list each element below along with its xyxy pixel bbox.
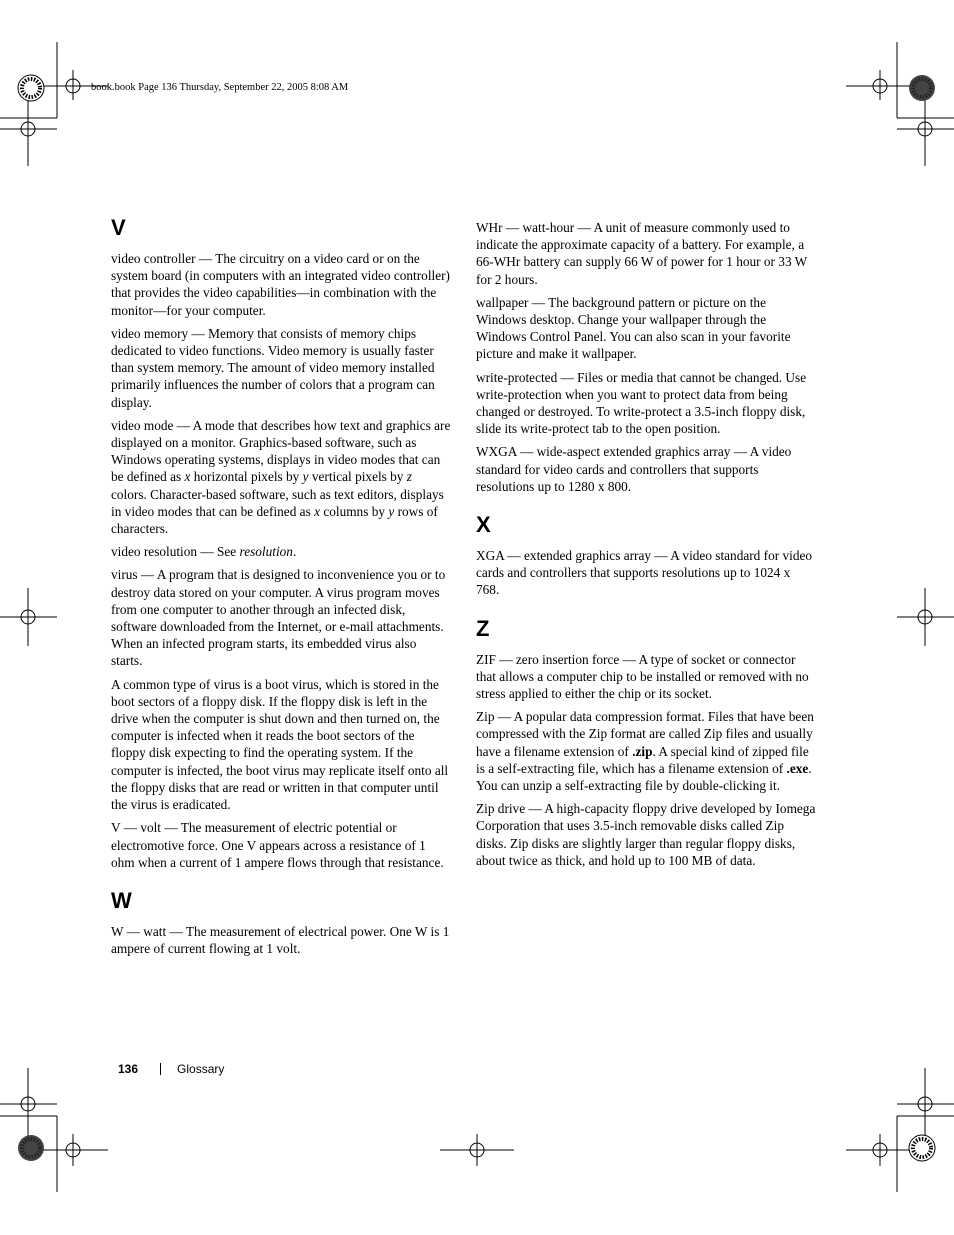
- entry-virus-continued: A common type of virus is a boot virus, which is stored in the boot sectors of a floppy disk. If the floppy disk is left in the drive when the computer is shut down and then turned on, the computer is infected when it reads the boot sectors of the floppy disk expecting to find the operating system. If the computer is infected, the boot virus may replicate itself onto all the floppy disks that are read or written in that computer until the virus is eradicated.: [111, 676, 449, 813]
- term: ZIF: [476, 651, 496, 667]
- entry-whr: [476, 219, 816, 288]
- term: Zip drive: [476, 801, 526, 817]
- term: wallpaper: [476, 294, 529, 310]
- entry-video-memory: [111, 325, 451, 411]
- page-number: 136: [118, 1062, 139, 1076]
- term: virus: [111, 567, 138, 583]
- definition: .: [292, 544, 297, 560]
- definition: vertical pixels by: [308, 469, 407, 485]
- entry-v: [111, 819, 451, 871]
- entry-zip-drive: [476, 800, 816, 869]
- left-column: [111, 216, 451, 963]
- section-letter-z: Z: [476, 615, 490, 641]
- footer-separator: [160, 1063, 161, 1075]
- entry-xga: [476, 547, 816, 599]
- term: video memory: [111, 325, 189, 341]
- definition: — watt-hour — A unit of measure commonly used to indicate the approximate capacity of a battery. For example, a 66-WHr battery can supply 66 W of power for 1 hour or 33 W for 2 hours.: [476, 220, 807, 287]
- file-extension: .zip: [632, 743, 653, 759]
- entry-video-resolution: [111, 543, 451, 560]
- definition: . A special kind of zipped file is a self-extracting file, which has a filename extension of: [476, 743, 809, 776]
- entry-zip: [476, 708, 816, 794]
- definition: — watt — The measurement of electrical power. One W is 1 ampere of current flowing at 1 volt.: [111, 923, 450, 957]
- term: video resolution: [111, 544, 198, 560]
- print-header: book.book Page 136 Thursday, September 22, 2005 8:08 AM: [91, 82, 349, 93]
- entry-write-protected: [476, 369, 816, 438]
- section-letter-x: X: [476, 512, 491, 538]
- definition: — wide-aspect extended graphics array — A video standard for video cards and controllers that supports resolutions up to 1280 x 800.: [476, 444, 792, 494]
- definition: — volt — The measurement of electric potential or electromotive force. One V appears across a resistance of 1 ohm when a current of 1 ampere flows through that resistance.: [111, 820, 444, 870]
- definition: — A popular data compression format. Files that have been compressed with the Zip format are called Zip files and usually have a filename extension of: [476, 709, 814, 759]
- definition: — The circuitry on a video card or on the system board (in computers with an integrated video controller) that provides the video capabilities—in combination with the monitor—for your computer.: [111, 251, 450, 318]
- term: V: [111, 820, 121, 836]
- entry-video-controller: [111, 250, 451, 319]
- right-column: [476, 219, 816, 875]
- definition: rows of characters.: [111, 503, 438, 537]
- definition: — See: [197, 544, 240, 560]
- term: write-protected: [476, 369, 558, 385]
- file-extension: .exe: [786, 760, 809, 776]
- entry-wallpaper: [476, 294, 816, 363]
- var-z: z: [406, 469, 412, 485]
- definition: — The background pattern or picture on the Windows desktop. Change your wallpaper through the Windows Control Panel. You can also scan in your favorite picture and make it wallpaper.: [476, 294, 791, 362]
- definition: — zero insertion force — A type of socket or connector that allows a computer chip to be installed or removed with no stress applied to either the chip or its socket.: [476, 651, 809, 702]
- entry-wxga: [476, 443, 816, 495]
- definition: columns by: [320, 503, 389, 519]
- definition: — extended graphics array — A video standard for video cards and controllers that supports resolutions up to 1024 x 768.: [476, 548, 813, 598]
- var-y: y: [302, 469, 309, 485]
- term: Zip: [476, 709, 495, 725]
- definition: — Files or media that cannot be changed. Use write-protection when you want to protect data from being changed or destroyed. To write-protect a 3.5-inch floppy disk, slide its write-protect tab to the open position.: [476, 369, 807, 437]
- definition: — A high-capacity floppy drive developed by Iomega Corporation that uses 3.5-inch removable disks called Zip disks. Zip disks are slightly larger than regular floppy disks, about twice as thick, and hold up to 100 MB of data.: [476, 801, 816, 868]
- term: video controller: [111, 251, 196, 266]
- definition: — Memory that consists of memory chips dedicated to video functions. Video memory is usually faster than system memory. The amount of video memory installed primarily influences the number of colors that a program can display.: [111, 325, 435, 410]
- term: XGA: [476, 548, 505, 564]
- cross-reference: resolution: [239, 544, 293, 560]
- entry-zif: [476, 651, 816, 703]
- term: W: [111, 923, 124, 939]
- entry-w: [111, 923, 451, 957]
- definition: horizontal pixels by: [190, 469, 303, 485]
- term: WHr: [476, 220, 503, 235]
- var-x: x: [184, 469, 191, 485]
- definition: . You can unzip a self-extracting file by double-clicking it.: [476, 760, 812, 794]
- var-y: y: [388, 503, 395, 519]
- definition: colors. Character-based software, such as text editors, displays in video modes that can be defined as: [111, 486, 444, 519]
- term: WXGA: [476, 444, 517, 460]
- section-letter-w: W: [111, 887, 132, 913]
- term: video mode: [111, 417, 174, 433]
- var-x: x: [314, 503, 320, 519]
- definition: — A program that is designed to inconvenience you or to destroy data stored on your computer. A virus program moves from one computer to another through an infected disk, software downloaded from the Internet, or e-mail attachments. When an infected program starts, its embedded virus also starts.: [111, 567, 446, 669]
- entry-virus: [111, 566, 451, 669]
- section-letter-v: V: [111, 215, 126, 240]
- section-name: Glossary: [177, 1062, 225, 1076]
- page-footer: [118, 1062, 224, 1076]
- entry-video-mode: [111, 417, 451, 537]
- definition: — A mode that describes how text and graphics are displayed on a monitor. Graphics-based software, such as Windows operating systems, displays in video modes that can be defined as: [111, 417, 451, 485]
